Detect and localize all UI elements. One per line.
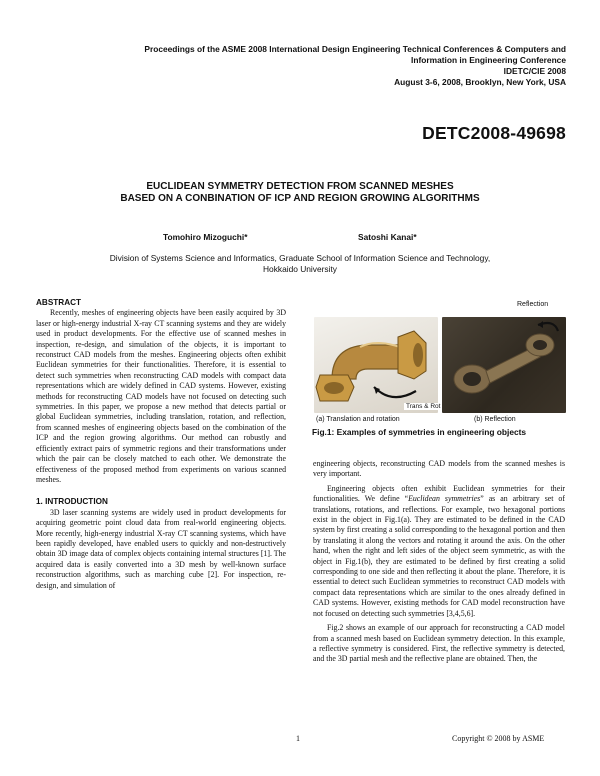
caption-b: (b) Reflection — [474, 416, 516, 423]
para2-start: Engineering objects often exhibit Euclidean symmetries for their functionalities. We define “ — [313, 483, 565, 504]
abstract-heading: ABSTRACT — [36, 298, 82, 307]
title-line-1: EUCLIDEAN SYMMETRY DETECTION FROM SCANNED MESHES — [146, 181, 454, 192]
introduction-heading: 1. INTRODUCTION — [36, 497, 108, 507]
proceedings-line-4: August 3-6, 2008, Brooklyn, New York, USA — [394, 77, 566, 87]
right-column — [313, 459, 565, 665]
proceedings-header — [46, 44, 566, 88]
intro-paragraph-3: Fig.2 shows an example of our approach for reconstructing a CAD model from a scanned mesh based on Euclidean symmetry detection. In this example, a reflective symmetry is considered. First, the reflective symmetry is detected, and the 3D partial mesh and the reflective plane are obtained. Then, the — [313, 623, 565, 664]
affiliation-line-1: Division of Systems Science and Informatics, Graduate School of Information Science and Technology, — [109, 253, 491, 263]
paper-title — [40, 181, 560, 205]
intro-paragraph-2 — [313, 484, 565, 619]
paper-id: DETC2008-49698 — [422, 123, 566, 143]
proceedings-line-1: Proceedings of the ASME 2008 International Design Engineering Technical Conferences & Computers and — [144, 44, 566, 54]
reflection-label: Reflection — [517, 301, 549, 308]
affiliation-line-2: Hokkaido University — [262, 264, 337, 274]
proceedings-line-3: IDETC/CIE 2008 — [503, 66, 566, 76]
trans-rot-label: Trans & Rot — [406, 403, 441, 410]
author-1: Tomohiro Mizoguchi* — [163, 232, 248, 242]
pipe-elbow-photo — [314, 317, 438, 413]
euclidean-symmetries-term: Euclidean symmetries — [408, 494, 481, 504]
page-number: 1 — [296, 734, 300, 743]
copyright: Copyright © 2008 by ASME — [452, 734, 545, 743]
affiliation — [40, 253, 560, 275]
proceedings-line-2: Information in Engineering Conference — [411, 55, 566, 65]
abstract-text: Recently, meshes of engineering objects have been easily acquired by 3D laser or high-energy industrial X-ray CT scanning systems and they are widely used in product developments. For the effective use of scanned meshes in inspection, re-design, and simulation of the objects, it is important to reconstruct CAD models from the meshes. Engineering objects often exhibit Euclidean symmetries for their functionalities. Therefore, it is essential to detect such symmetries when reconstructing CAD models with compact data representations which are widely defined in CAD systems. However, existing methods for reconstructing CAD models have not focused on detecting such symmetries. In this paper, we propose a new method that detects partial or global Euclidean symmetries, including translation, rotation, and reflection, from scanned meshes of engineering objects based on the combination of the ICP and the region growing algorithms. Our method can robustly and efficiently extract pairs of symmetric regions and their transformations under which the pair can be closely matched to each other. We demonstrate the effectiveness of the proposed method from experiments on various scanned meshes. — [36, 308, 286, 484]
left-column — [36, 298, 286, 591]
caption-a: (a) Translation and rotation — [316, 416, 400, 423]
title-line-2: BASED ON A CONBINATION OF ICP AND REGION GROWING ALGORITHMS — [120, 193, 480, 204]
intro-paragraph-1: 3D laser scanning systems are widely used in product developments for acquiring geometric point cloud data from real-world engineering objects. More recently, high-energy industrial X-ray CT scanning systems, which have been rapidly developed, have enabled users to quickly and non-destructively obtain 3D image data of complex objects containing internal structures [1]. The acquired data is easily converted into a 3D mesh by well-known surface reconstruction algorithms, such as marching cube [2]. For inspection, re-design, and simulation of — [36, 507, 286, 590]
author-2: Satoshi Kanai* — [358, 232, 417, 242]
para2-rest: ” as an arbitrary set of translations, rotations, and reflections. For example, two hexagonal portions exist in the object in Fig.1(a). They are estimated to be defined in the CAD system by first creating a solid corresponding to the hexagonal portion and then by translating it along the vectors and rotating it around the axis. On the other hand, when the right and left sides of the object seem symmetric, as with the object in Fig.1(b), they are estimated to be defined by first creating a solid corresponding to one side and then reflecting it about the plane. Therefore, it is essential to detect such Euclidean symmetries to reconstruct CAD models with compact data representations which are similar to the ones already defined in CAD systems. However, existing methods for CAD model reconstruction have not focused on detecting such symmetries [3,4,5,6]. — [313, 494, 565, 618]
connecting-rod-photo — [442, 317, 566, 413]
intro-continuation: engineering objects, reconstructing CAD models from the scanned meshes is very important. — [313, 459, 565, 479]
figure-1 — [312, 301, 566, 439]
figure-caption: Fig.1: Examples of symmetries in engineering objects — [312, 427, 527, 437]
